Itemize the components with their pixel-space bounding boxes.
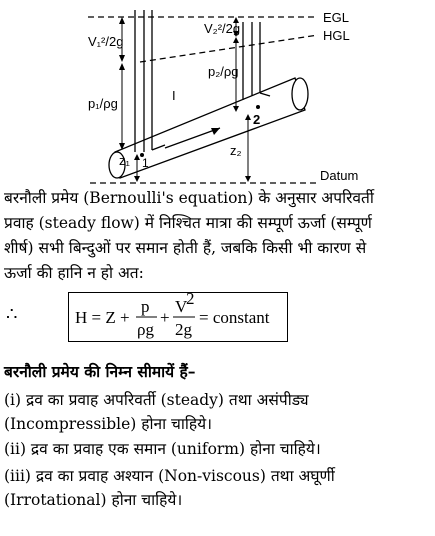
formula-p-num: p <box>141 297 150 316</box>
bernoulli-diagram <box>0 0 435 190</box>
z2-label: z₂ <box>230 143 242 158</box>
v2-label: V₂²/2g <box>204 21 241 36</box>
paragraph-line: शीर्ष) सभी बिन्दुओं पर समान होती हैं, जबकि किसी भी कारण से <box>4 239 367 257</box>
point-1-label: 1 <box>142 156 149 170</box>
limit-item-line: (i) द्रव का प्रवाह अपरिवर्ती (steady) तथा असंपीड्य <box>4 391 309 409</box>
point-2 <box>256 105 260 109</box>
z1-label: z₁ <box>119 153 130 168</box>
limit-item-line: (iii) द्रव का प्रवाह अश्यान (Non-viscous) तथा अघूर्णी <box>4 467 335 485</box>
limit-item <box>4 437 429 461</box>
bernoulli-formula-row <box>4 286 429 346</box>
formula-rhs: = constant <box>199 308 270 327</box>
hgl-line <box>140 35 318 62</box>
paragraph-line: प्रवाह (steady flow) में निश्चित मात्रा की सम्पूर्ण ऊर्जा (सम्पूर्ण <box>4 214 372 232</box>
paragraph-line: बरनौली प्रमेय (Bernoulli's equation) के अनुसार अपरिवर्ती <box>4 189 374 207</box>
limits-heading: बरनौली प्रमेय की निम्न सीमायें हैं– <box>4 362 196 381</box>
datum-label: Datum <box>320 168 359 183</box>
therefore-symbol: ∴ <box>6 304 18 325</box>
limit-item <box>4 388 429 436</box>
p1-label: p₁/ρg <box>88 96 118 111</box>
point-2-label: 2 <box>253 112 261 127</box>
hgl-label: HGL <box>323 28 350 43</box>
p2-label: p₂/ρg <box>208 64 239 79</box>
formula-v-den: 2g <box>175 320 192 339</box>
pipe-outlet <box>292 78 308 110</box>
formula-lhs: H = Z + <box>75 308 130 327</box>
paragraph-line: ऊर्जा की हानि न हो अत: <box>4 264 144 282</box>
formula-p-den: ρg <box>137 320 154 339</box>
v1-label: V₁²/2g <box>88 34 124 49</box>
limit-item-line: (ii) द्रव का प्रवाह एक समान (uniform) होना चाहिये। <box>4 440 321 458</box>
section-marker: I <box>172 88 176 103</box>
limit-item-line: (Irrotational) होना चाहिये। <box>4 491 183 509</box>
formula-v-exp: 2 <box>186 293 195 308</box>
formula-v-num: V <box>175 297 188 316</box>
formula-plus: + <box>160 308 170 327</box>
limit-item <box>4 464 429 512</box>
description-paragraph <box>4 186 429 286</box>
egl-label: EGL <box>323 10 350 25</box>
limit-item-line: (Incompressible) होना चाहिये। <box>4 415 213 433</box>
bernoulli-formula <box>68 292 288 342</box>
